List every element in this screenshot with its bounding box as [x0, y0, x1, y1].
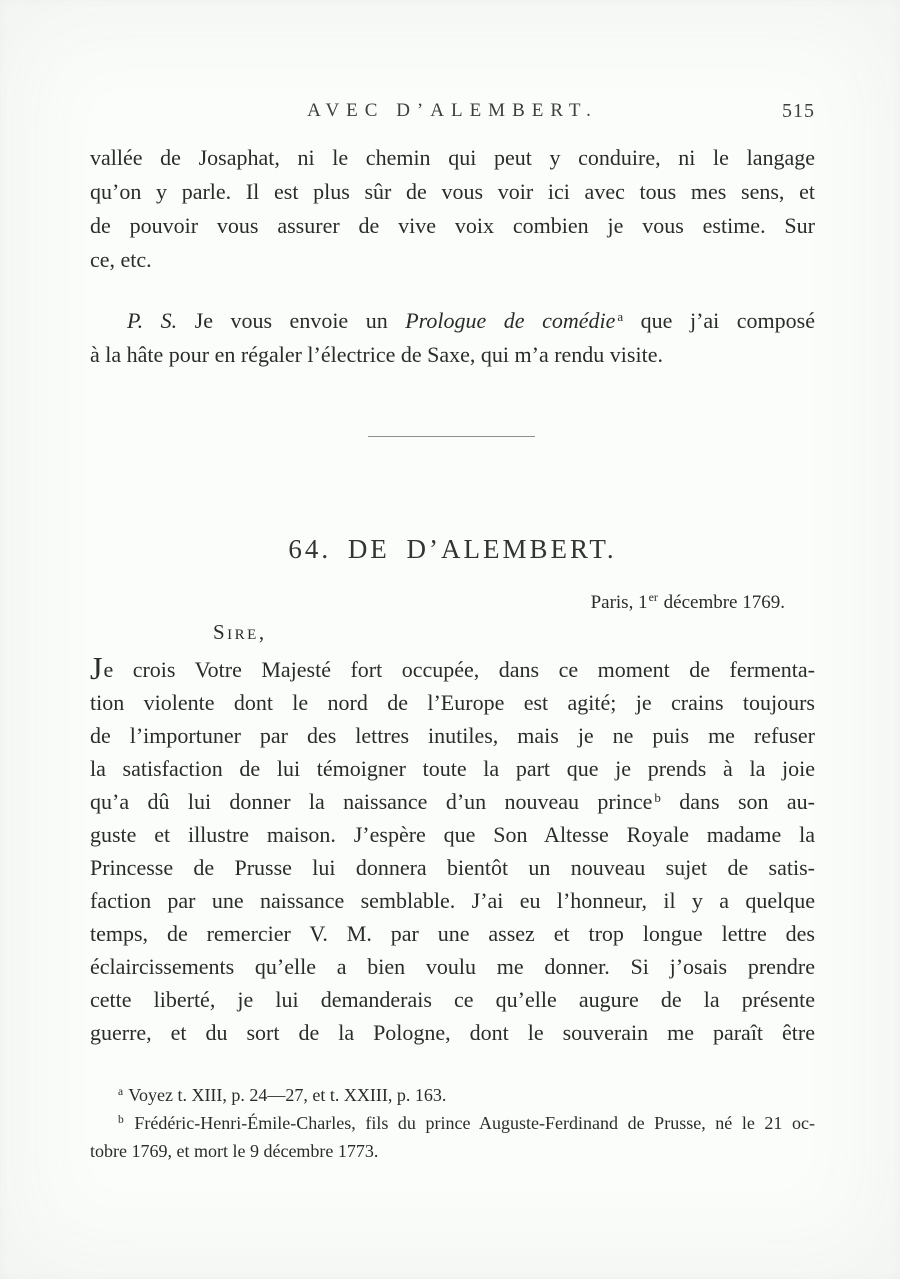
page-number: 515	[782, 100, 815, 122]
salutation: Sire,	[213, 620, 267, 644]
text-line: de pouvoir vous assurer de vive voix combien je vous estime. Sur	[90, 213, 815, 238]
text-line: vallée de Josaphat, ni le chemin qui peut y conduire, ni le langage	[90, 145, 815, 170]
dateline-text: Paris, 1	[590, 592, 648, 613]
body-text: e crois Votre Majesté fort occupée, dans ce moment de fermenta-	[103, 657, 815, 682]
dateline-text: décembre 1769.	[658, 592, 785, 613]
text-line: Princesse de Prusse lui donnera bientôt un nouveau sujet de satis-	[90, 855, 815, 880]
footnote-marker-a: a	[118, 1086, 124, 1098]
text-line: temps, de remercier V. M. par une assez et trop longue lettre des	[90, 921, 815, 946]
running-header-title: AVEC D’ALEMBERT.	[307, 100, 598, 121]
text-line: faction par une naissance semblable. J’ai eu l’honneur, il y a quelque	[90, 888, 815, 913]
text-line: guste et illustre maison. J’espère que Son Altesse Royale madame la	[90, 822, 815, 847]
postscript-paragraph	[90, 304, 815, 372]
body-text: dans son au-	[660, 789, 815, 814]
text-line	[90, 304, 815, 338]
text-line: qu’on y parle. Il est plus sûr de vous voir ici avec tous mes sens, et	[90, 179, 815, 204]
text-line: à la hâte pour en régaler l’électrice de Saxe, qui m’a rendu visite.	[90, 342, 663, 367]
text-line	[90, 785, 815, 818]
ps-label: P. S.	[127, 308, 178, 333]
text-line: de l’importuner par des lettres inutiles, mais je ne puis me refuser	[90, 723, 815, 748]
ordinal-superscript: er	[648, 590, 658, 604]
footnote-b-line1	[90, 1109, 815, 1137]
text-line: éclaircissements qu’elle a bien voulu me donner. Si j’osais prendre	[90, 954, 815, 979]
footnote-a	[90, 1081, 815, 1109]
text-line: guerre, et du sort de la Pologne, dont le souverain me paraît être	[90, 1020, 815, 1045]
letter-heading: 64. DE D’ALEMBERT.	[288, 534, 617, 564]
ps-work-title: Prologue de comédie	[405, 308, 616, 333]
running-header	[90, 98, 815, 124]
footnote-b-line2: tobre 1769, et mort le 9 décembre 1773.	[90, 1141, 379, 1161]
ps-text: que j’ai composé	[623, 308, 815, 333]
dateline	[90, 591, 815, 615]
letter-body	[90, 650, 815, 1049]
footnote-ref-b: b	[654, 790, 661, 805]
text-line: cette liberté, je lui demanderais ce qu’elle augure de la présente	[90, 987, 815, 1012]
section-divider	[368, 436, 535, 437]
text-line: tion violente dont le nord de l’Europe est agité; je crains toujours	[90, 690, 815, 715]
body-text: qu’a dû lui donner la naissance d’un nouveau prince	[90, 789, 653, 814]
text-line	[90, 650, 815, 686]
ps-text: Je vous envoie un	[177, 308, 406, 333]
footnote-text: Voyez t. XIII, p. 24—27, et t. XXIII, p. 163.	[124, 1085, 447, 1105]
footnote-text: Frédéric-Henri-Émile-Charles, fils du prince Auguste-Ferdinand de Prusse, né le 21 oc-	[124, 1113, 815, 1133]
footnote-marker-b: b	[118, 1114, 124, 1126]
previous-letter-ending	[90, 141, 815, 277]
text-line: la satisfaction de lui témoigner toute la part que je prends à la joie	[90, 756, 815, 781]
drop-cap: J	[90, 650, 104, 686]
footnotes	[90, 1081, 815, 1165]
footnote-ref-a: a	[617, 309, 624, 324]
text-line: ce, etc.	[90, 247, 152, 272]
